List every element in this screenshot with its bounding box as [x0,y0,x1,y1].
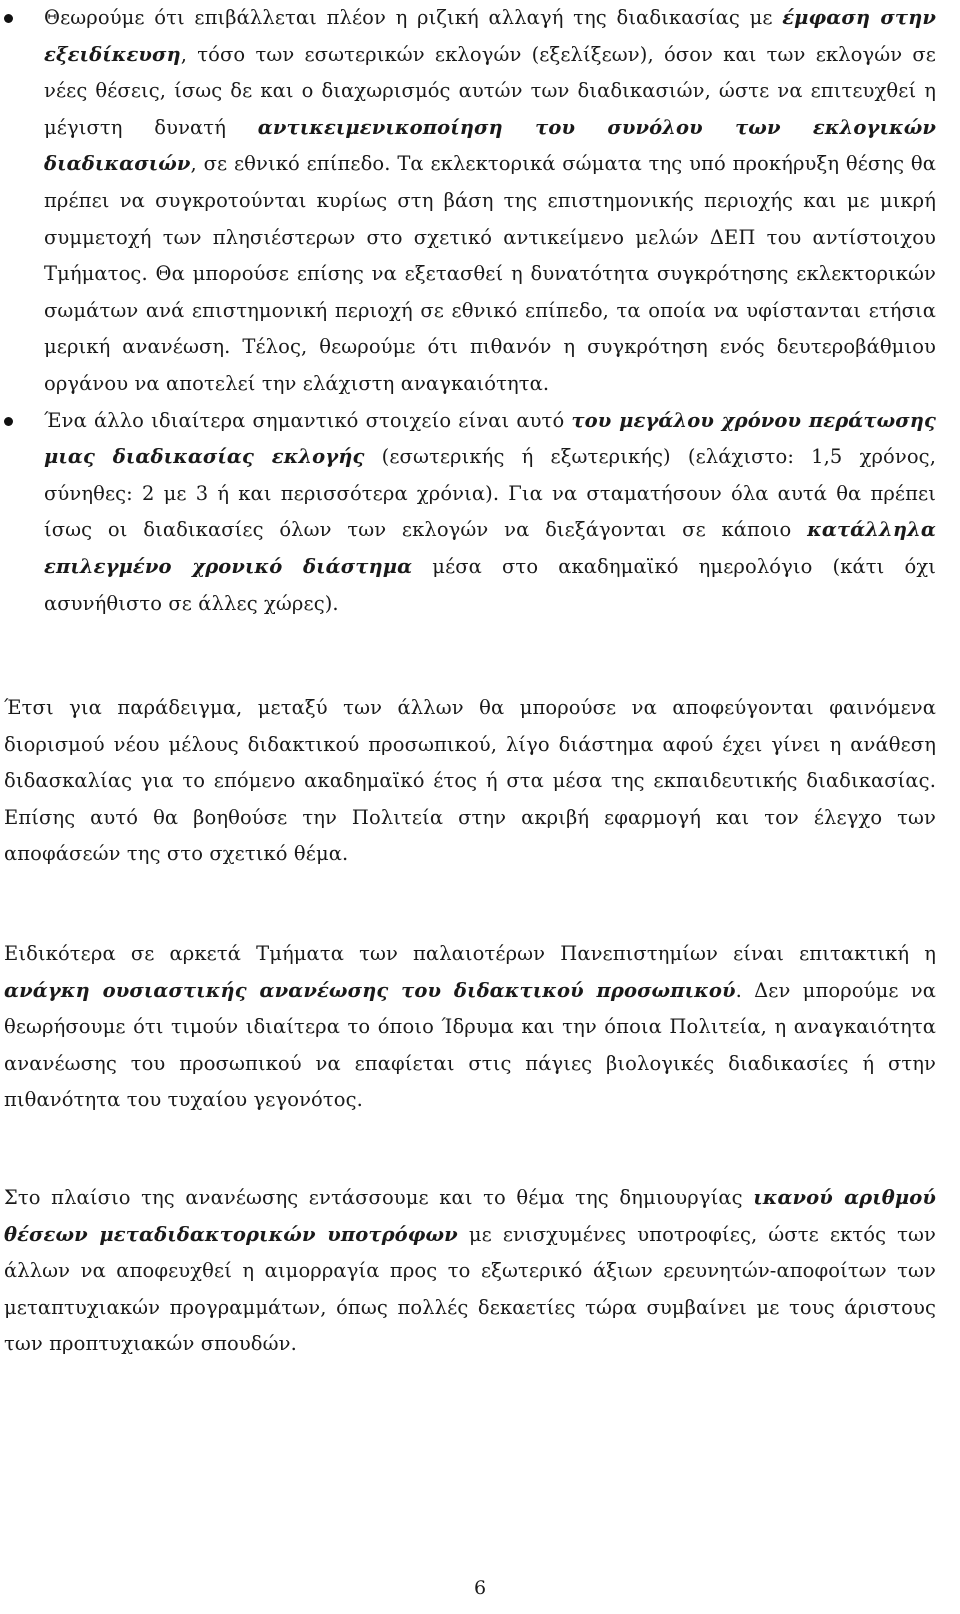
bullet-seg: Ένα άλλο ιδιαίτερα σημαντικό στοιχείο είναι αυτό [44,408,572,432]
bullet-emphasis: έμφαση στην εξειδίκευση [44,6,936,66]
bullet-emphasis: αντικειμενικοποίηση του συνόλου των εκλογικών διαδικασιών [44,115,937,176]
paragraph-seg: με ενισχυμένες υποτροφίες, ώστε εκτός των άλλων να αποφευχθεί η αιμορραγία προς το εξωτερικό άξιων ερευνητών-αποφοίτων των μεταπτυχιακών προγραμμάτων, όπως πολλές δεκαετίες τώρα συμβαίνει με τους άριστους των προπτυχιακών σπουδών. [4,1222,936,1356]
paragraph-1 [4,690,936,873]
paragraph-seg: . Δεν μπορούμε να θεωρήσουμε ότι τιμούν ιδιαίτερα το όποιο Ίδρυμα και την όποια Πολιτεία, η αναγκαιότητα ανανέωσης του προσωπικού να επαφίεται στις πάγιες βιολογικές διαδικασίες ή στην πιθανότητα του τυχαίου γεγονότος. [4,978,936,1112]
paragraph-3 [4,1180,936,1363]
paragraph-2 [4,936,936,1119]
bullet-item-1 [0,0,936,403]
bullet-emphasis: του μεγάλου χρόνου περάτωσης μιας διαδικασίας εκλογής [44,408,936,469]
page-number: 6 [473,1577,487,1599]
bullet-dot-icon [4,417,13,426]
paragraph-seg: Στο πλαίσιο της ανανέωσης εντάσσουμε και το θέμα της δημιουργίας [4,1186,754,1209]
bullet-emphasis: κατάλληλα επιλεγμένο χρονικό διάστημα [44,518,936,578]
paragraph-emphasis: ικανού αριθμού θέσεων μεταδιδακτορικών υποτρόφων [4,1186,936,1246]
bullet-seg: (εσωτερικής ή εξωτερικής) (ελάχιστο: 1,5 χρόνος, σύνηθες: 2 με 3 ή και περισσότερα χρόνια). Για να σταματήσουν όλα αυτά θα πρέπει ίσως οι διαδικασίες όλων των εκλογών να διεξάγονται σε κάποιο [44,445,937,542]
bullet-dot-icon [4,14,13,23]
paragraph-seg: Ειδικότερα σε αρκετά Τμήματα των παλαιοτέρων Πανεπιστημίων είναι επιτακτική η [4,942,936,965]
bullet-seg: , τόσο των εσωτερικών εκλογών (εξελίξεων), όσον και των εκλογών σε νέες θέσεις, ίσως δε και ο διαχωρισμός αυτών των διαδικασιών, ώστε να επιτευχθεί η μέγιστη δυνατή [44,42,936,139]
bullet-item-2 [0,403,936,623]
bullet-seg: Θεωρούμε ότι επιβάλλεται πλέον η ριζική αλλαγή της διαδικασίας με [44,6,783,29]
bullet-seg: , σε εθνικό επίπεδο. Τα εκλεκτορικά σώματα της υπό προκήρυξη θέσης θα πρέπει να συγκροτούνται κυρίως στη βάση της επιστημονικής περιοχής και με μικρή συμμετοχή των πλησιέστερων στο σχετικό αντικείμενο μελών ΔΕΠ του αντίστοιχου Τμήματος. Θα μπορούσε επίσης να εξετασθεί η δυνατότητα συγκρότησης εκλεκτορικών σωμάτων ανά επιστημονική περιοχή σε εθνικό επίπεδο, τα οποία να υφίστανται ετήσια μερική ανανέωση. Τέλος, θεωρούμε ότι πιθανόν η συγκρότηση ενός δευτεροβάθμιου οργάνου να αποτελεί την ελάχιστη αναγκαιότητα. [44,152,936,395]
paragraph-seg: Έτσι για παράδειγμα, μεταξύ των άλλων θα μπορούσε να αποφεύγονται φαινόμενα διορισμού νέου μέλους διδακτικού προσωπικού, λίγο διάστημα αφού έχει γίνει η ανάθεση διδασκαλίας για το επόμενο ακαδημαϊκό έτος ή στα μέσα της εκπαιδευτικής διαδικασίας. Επίσης αυτό θα βοηθούσε την Πολιτεία στην ακριβή εφαρμογή και τον έλεγχο των αποφάσεών της στο σχετικό θέμα. [4,696,936,866]
paragraph-emphasis: ανάγκη ουσιαστικής ανανέωσης του διδακτικού προσωπικού [4,978,736,1002]
bullet-seg: μέσα στο ακαδημαϊκό ημερολόγιο (κάτι όχι ασυνήθιστο σε άλλες χώρες). [44,554,936,615]
bullet-list [0,0,936,622]
